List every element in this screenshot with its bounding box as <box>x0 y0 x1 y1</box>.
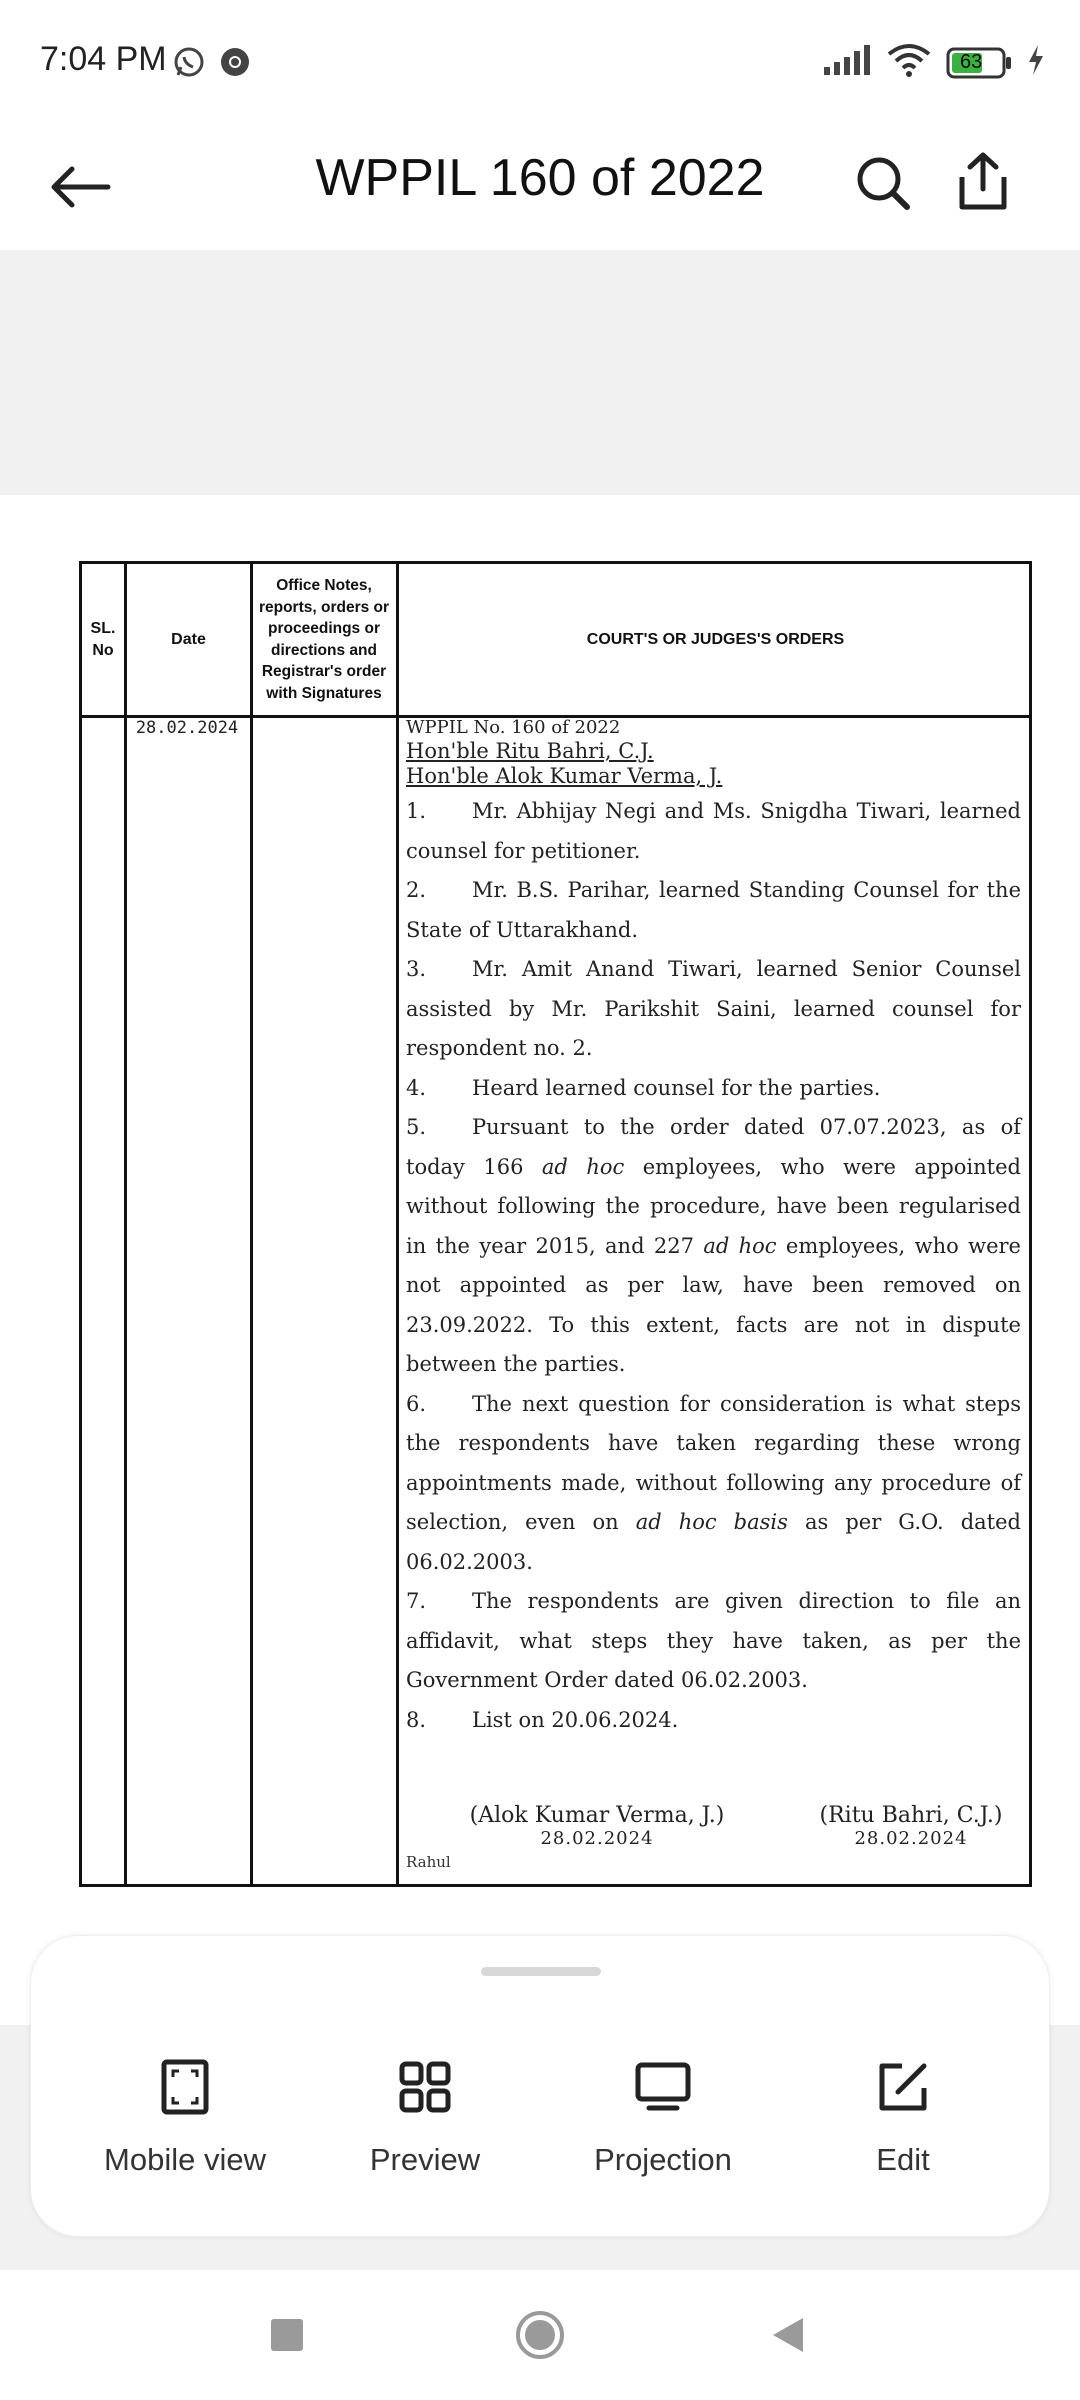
chrome-icon <box>218 45 252 84</box>
grid-icon <box>399 2061 451 2113</box>
judge-line: Hon'ble Alok Kumar Verma, J. <box>406 764 723 788</box>
order-paragraph: 7. The respondents are given direction to file an affidavit, what steps they have taken, as per the Government Order dated 06.02.2003. <box>406 1589 1021 1692</box>
share-icon <box>956 151 1010 211</box>
signature-judge-1: (Alok Kumar Verma, J.) 28.02.2024 <box>469 1803 725 1849</box>
judge-line: Hon'ble Ritu Bahri, C.J. <box>406 739 654 763</box>
system-navigation-bar <box>0 2270 1080 2400</box>
wifi-icon <box>886 42 932 83</box>
column-divider <box>124 564 127 1884</box>
projection-button[interactable]: Projection <box>553 2056 773 2178</box>
clerk-initials: Rahul <box>406 1853 451 1871</box>
status-time: 7:04 PM <box>40 40 167 78</box>
square-icon <box>269 2317 305 2353</box>
signal-icon <box>822 43 872 82</box>
bottom-action-sheet <box>30 1935 1050 2237</box>
header-office-notes: Office Notes, reports, orders or proceedings or directions and Registrar's order with Signatures <box>258 577 390 702</box>
notification-icons <box>172 45 252 84</box>
charging-icon <box>1026 43 1046 82</box>
status-bar <box>0 0 1080 130</box>
edit-icon <box>876 2060 930 2114</box>
back-nav-button[interactable] <box>728 2270 848 2400</box>
search-icon <box>854 154 912 212</box>
drag-handle[interactable] <box>481 1967 601 1976</box>
edit-button[interactable]: Edit <box>793 2056 1013 2178</box>
order-text <box>406 717 1021 1740</box>
document-page[interactable] <box>0 495 1080 2025</box>
triangle-back-icon <box>769 2315 807 2355</box>
app-header <box>0 130 1080 250</box>
preview-button[interactable]: Preview <box>315 2056 535 2178</box>
order-paragraph: 8. List on 20.06.2024. <box>406 1707 679 1732</box>
order-paragraph: 1. Mr. Abhijay Negi and Ms. Snigdha Tiwari, learned counsel for petitioner. <box>406 799 1021 863</box>
document-title: WPPIL 160 of 2022 <box>315 149 765 207</box>
home-circle-icon <box>514 2309 566 2361</box>
mobile-view-icon <box>161 2059 209 2115</box>
share-button[interactable] <box>948 144 1018 218</box>
whatsapp-icon <box>172 45 206 84</box>
order-paragraph: 6. The next question for consideration is what steps the respondents have taken regarding these wrong appointments made, without following any procedure of selection, even on ad hoc basis as per G.O. dated 06.02.2003. <box>406 1391 1021 1574</box>
document-top-margin <box>0 250 1080 495</box>
order-paragraph: 2. Mr. B.S. Parihar, learned Standing Counsel for the State of Uttarakhand. <box>406 878 1021 942</box>
home-button[interactable] <box>480 2270 600 2400</box>
mobile-view-button[interactable]: Mobile view <box>75 2056 295 2178</box>
header-orders: COURT'S OR JUDGES'S ORDERS <box>586 630 845 648</box>
order-date: 28.02.2024 <box>135 718 239 738</box>
header-date: Date <box>171 630 206 648</box>
header-sl-no: SL. No <box>90 619 116 659</box>
recents-button[interactable] <box>227 2270 347 2400</box>
system-icons <box>822 42 1046 83</box>
signature-chief-justice: (Ritu Bahri, C.J.) 28.02.2024 <box>819 1803 1003 1849</box>
battery-level: 63 <box>960 50 983 73</box>
battery-icon <box>946 47 1012 79</box>
case-number: WPPIL No. 160 of 2022 <box>406 717 621 738</box>
monitor-icon <box>635 2062 691 2112</box>
column-divider <box>396 564 399 1884</box>
search-button[interactable] <box>848 148 918 218</box>
order-paragraph: 5. Pursuant to the order dated 07.07.2023, as of today 166 ad hoc employees, who were appointed without following the procedure, have been regularised in the year 2015, and 227 ad hoc employees, who were not appointed as per law, have been removed on 23.09.2022. To this extent, facts are not in dispute between the parties. <box>406 1115 1021 1376</box>
order-paragraph: 3. Mr. Amit Anand Tiwari, learned Senior Counsel assisted by Mr. Parikshit Saini, learned counsel for respondent no. 2. <box>406 957 1021 1060</box>
column-divider <box>250 564 253 1884</box>
order-paragraph: 4. Heard learned counsel for the parties. <box>406 1075 881 1100</box>
